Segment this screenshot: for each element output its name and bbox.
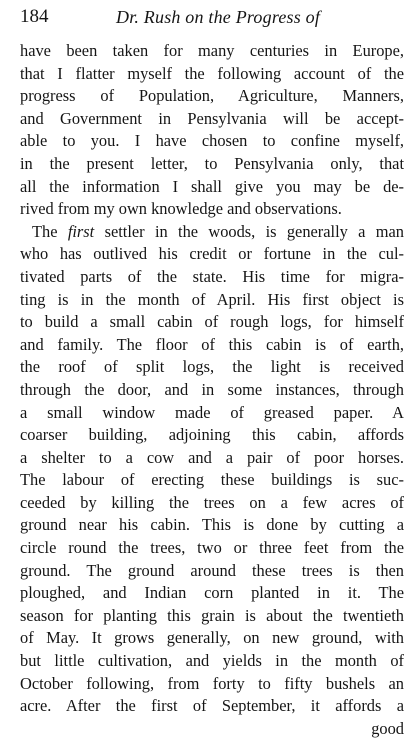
text-line: and family. The floor of this cabin is of earth, <box>20 334 404 354</box>
text-line: season for planting this grain is about the twentieth <box>20 605 404 625</box>
text-line: of May. It grows generally, on new ground, with <box>20 628 404 648</box>
text-line: but little cultivation, and yields in the month of <box>20 651 404 671</box>
text-line: coarser building, adjoining this cabin, affords <box>20 425 404 445</box>
text-line: able to you. I have chosen to confine myself, <box>20 131 404 151</box>
text-line: in the present letter, to Pensylvania only, that <box>20 153 404 173</box>
text-segment: The <box>32 221 58 241</box>
text-line: The labour of erecting these buildings is suc- <box>20 470 404 490</box>
text-line: progress of Population, Agriculture, Manners, <box>20 86 404 106</box>
text-line: tivated parts of the state. His time for migra- <box>20 266 404 286</box>
text-line: all the information I shall give you may be de- <box>20 176 404 196</box>
text-line: ground. The ground around these trees is then <box>20 560 404 580</box>
text-line: ceeded by killing the trees on a few acres of <box>20 492 404 512</box>
text-line: have been taken for many centuries in Europe, <box>20 41 404 60</box>
text-line: a shelter to a cow and a pair of poor horses. <box>20 447 404 467</box>
italic-word: first <box>67 221 95 241</box>
text-line: ting is in the month of April. His first object is <box>20 289 404 309</box>
text-line: ground near his cabin. This is done by cutting a <box>20 515 404 535</box>
text-line: who has outlived his credit or fortune in the cul- <box>20 244 404 264</box>
text-line: circle round the trees, two or three feet from the <box>20 538 404 558</box>
text-segment: settler in the woods, is generally a man <box>104 221 404 241</box>
text-line: that I flatter myself the following account of the <box>20 63 404 83</box>
text-line: through the door, and in some instances, through <box>20 379 404 399</box>
text-line: a small window made of greased paper. A <box>20 402 404 422</box>
text-line: the roof of split logs, the light is received <box>20 357 404 377</box>
body-text <box>20 40 404 718</box>
text-line: and Government in Pensylvania will be accept- <box>20 108 404 128</box>
text-line: rived from my own knowledge and observations. <box>20 199 342 219</box>
page-number: 184 <box>20 6 49 27</box>
running-head: Dr. Rush on the Progress of <box>116 7 321 27</box>
text-line: October following, from forty to fifty bushels an <box>20 673 404 693</box>
catchword: good <box>371 719 404 738</box>
page-header <box>20 6 404 30</box>
text-line: acre. After the first of September, it affords a <box>20 696 404 716</box>
paragraph-first-line <box>20 221 404 244</box>
text-line: ploughed, and Indian corn planted in it. The <box>20 583 404 603</box>
text-line: to build a small cabin of rough logs, for himself <box>20 312 404 332</box>
